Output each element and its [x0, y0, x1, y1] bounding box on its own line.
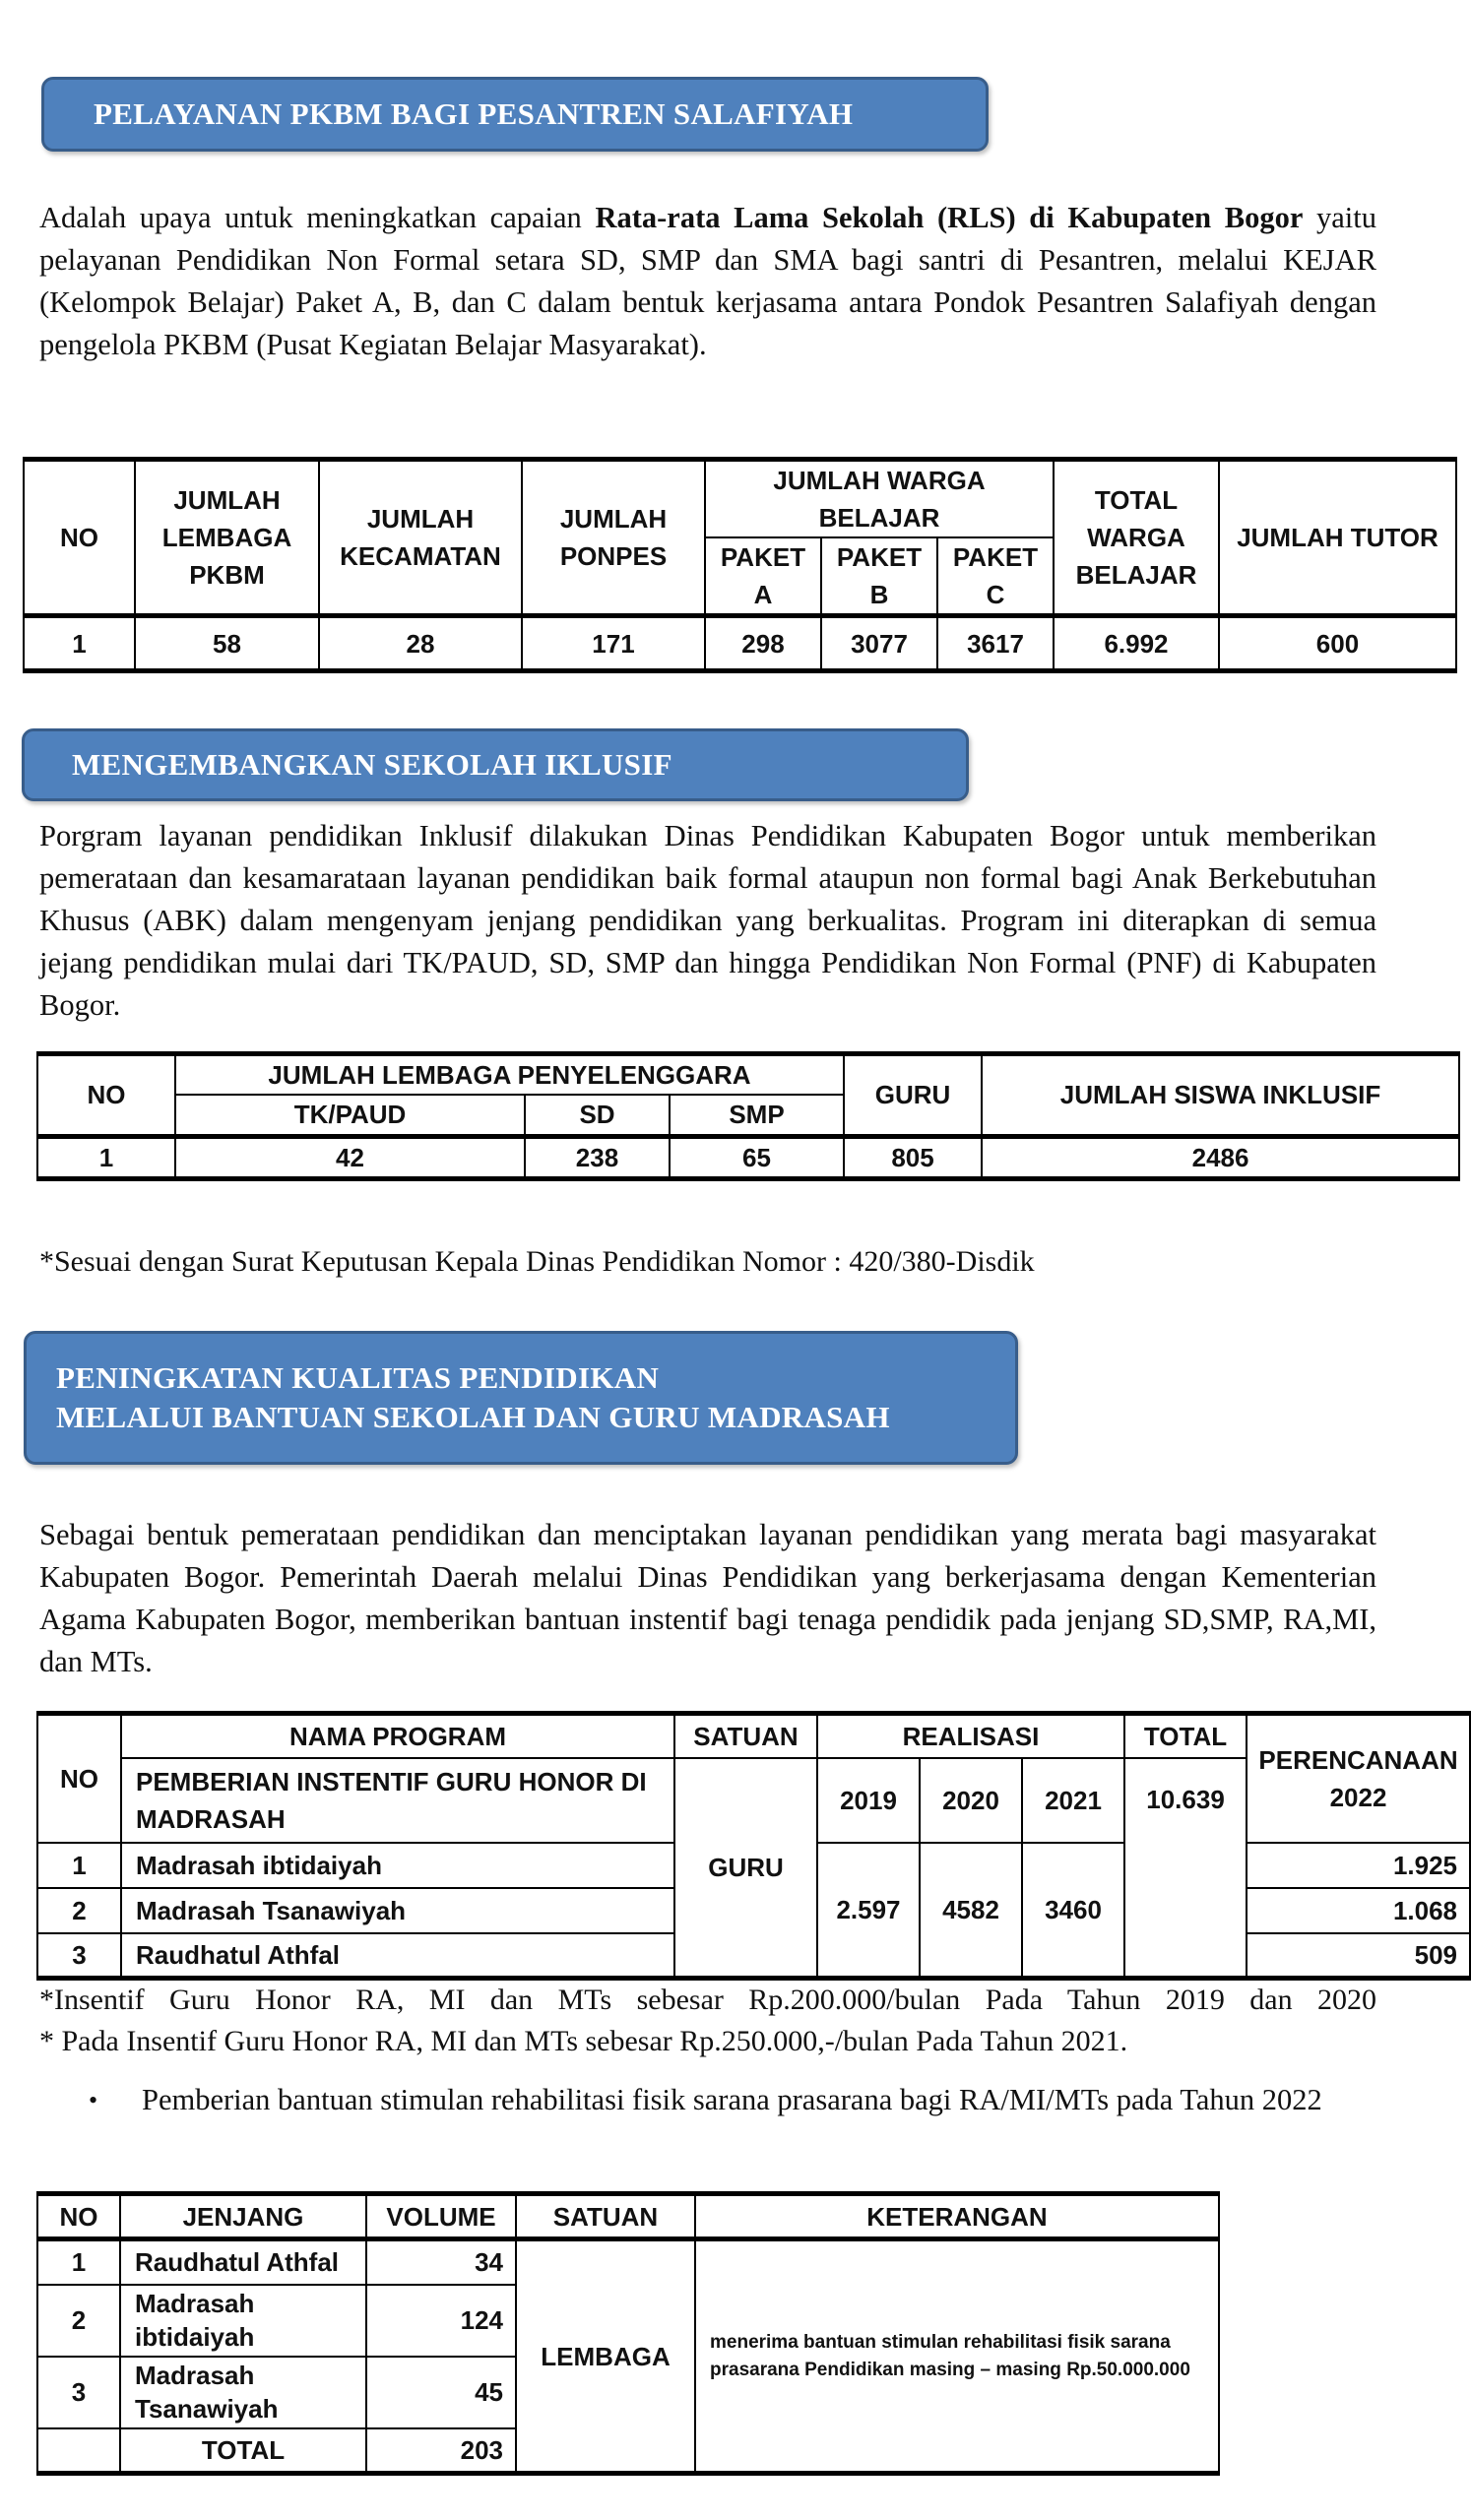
cell-sd: 238 — [525, 1136, 670, 1178]
table-row — [37, 1136, 1459, 1178]
header-total: TOTAL — [1124, 1714, 1247, 1758]
header-lembaga-pkbm: JUMLAH LEMBAGA PKBM — [135, 460, 319, 616]
section-paragraph-inklusif: Porgram layanan pendidikan Inklusif dilakukan Dinas Pendidikan Kabupaten Bogor untuk memberikan pemerataan dan kesamarataan layanan pendidikan baik formal ataupun non formal bagi Anak Berkebutuhan Khusus (ABK) dalam mengenyam jenjang pendidikan yang berkualitas. Program ini diterapkan di semua jejang pendidikan mulai dari TK/PAUD, SD, SMP dan hingga Pendidikan Non Formal (PNF) di Kabupaten Bogor. — [39, 819, 1376, 1022]
header-2021: 2021 — [1022, 1758, 1124, 1843]
section-title: PELAYANAN PKBM BAGI PESANTREN SALAFIYAH — [94, 96, 854, 131]
cell-no: 3 — [37, 2357, 120, 2428]
header-nama-program: NAMA PROGRAM — [121, 1714, 674, 1758]
header-sd: SD — [525, 1095, 670, 1136]
cell-ponpes: 171 — [522, 616, 705, 671]
header-program-name: PEMBERIAN INSTENTIF GURU HONOR DI MADRASAH — [121, 1758, 674, 1843]
header-tk-paud: TK/PAUD — [175, 1095, 525, 1136]
section-banner-kualitas — [24, 1331, 1018, 1465]
header-volume: VOLUME — [366, 2194, 516, 2239]
header-paket-b: PAKET B — [821, 537, 937, 616]
cell-kecamatan: 28 — [319, 616, 522, 671]
cell-paket-a: 298 — [705, 616, 821, 671]
cell-volume: 34 — [366, 2239, 516, 2285]
cell-no: 1 — [37, 2239, 120, 2285]
bullet-text: Pemberian bantuan stimulan rehabilitasi fisik sarana prasarana bagi RA/MI/MTs pada Tahun 2022 — [142, 2083, 1322, 2116]
cell-no: 1 — [37, 1136, 175, 1178]
cell-satuan: LEMBAGA — [516, 2239, 695, 2474]
cell-siswa: 2486 — [982, 1136, 1459, 1178]
inklusif-table — [36, 1051, 1460, 1181]
cell-program: Madrasah ibtidaiyah — [121, 1843, 674, 1888]
header-ponpes: JUMLAH PONPES — [522, 460, 705, 616]
cell-no-empty — [37, 2428, 120, 2474]
header-total-warga: TOTAL WARGA BELAJAR — [1054, 460, 1219, 616]
section-paragraph-pkbm: Adalah upaya untuk meningkatkan capaian Rata-rata Lama Sekolah (RLS) di Kabupaten Bogor yaitu pelayanan Pendidikan Non Formal setara SD, SMP dan SMA bagi santri di Pesantren, melalui KEJAR (Kelompok Belajar) Paket A, B, dan C dalam bentuk kerjasama antara Pondok Pesantren Salafiyah dengan pengelola PKBM (Pusat Kegiatan Belajar Masyarakat). — [39, 201, 1376, 361]
cell-plan: 1.925 — [1247, 1843, 1470, 1888]
header-paket-a: PAKET A — [705, 537, 821, 616]
section-title-line-1: PENINGKATAN KUALITAS PENDIDIKAN — [56, 1360, 660, 1395]
cell-plan: 1.068 — [1247, 1888, 1470, 1933]
table-row — [37, 2239, 1219, 2285]
header-no: NO — [37, 2194, 120, 2239]
cell-paket-c: 3617 — [937, 616, 1054, 671]
header-jenjang: JENJANG — [120, 2194, 366, 2239]
header-perencanaan: PERENCANAAN 2022 — [1247, 1714, 1470, 1843]
section-banner-pkbm — [41, 77, 989, 152]
cell-guru: 805 — [844, 1136, 982, 1178]
insentif-note-1: *Insentif Guru Honor RA, MI dan MTs sebesar Rp.200.000/bulan Pada Tahun 2019 dan 2020 — [39, 1984, 1376, 2016]
cell-smp: 65 — [670, 1136, 844, 1178]
emphasis-text: Rata-rata Lama Sekolah (RLS) di Kabupaten Bogor — [595, 201, 1304, 234]
insentif-note-2: * Pada Insentif Guru Honor RA, MI dan MTs sebesar Rp.250.000,-/bulan Pada Tahun 2021. — [39, 2025, 1128, 2057]
cell-tk-paud: 42 — [175, 1136, 525, 1178]
header-keterangan: KETERANGAN — [695, 2194, 1219, 2239]
insentif-table — [36, 1711, 1471, 1981]
cell-jenjang: Raudhatul Athfal — [120, 2239, 366, 2285]
cell-jenjang: Madrasah Tsanawiyah — [120, 2357, 366, 2428]
bullet-icon: • — [89, 2086, 98, 2114]
section-banner-inklusif — [22, 728, 969, 801]
header-tutor: JUMLAH TUTOR — [1219, 460, 1456, 616]
cell-keterangan: menerima bantuan stimulan rehabilitasi fisik sarana prasarana Pendidikan masing – masing Rp.50.000.000 — [695, 2239, 1219, 2474]
header-guru: GURU — [844, 1054, 982, 1137]
cell-volume: 124 — [366, 2285, 516, 2357]
cell-no: 1 — [24, 616, 135, 671]
cell-realisasi-2020: 4582 — [920, 1843, 1022, 1979]
cell-no: 1 — [37, 1843, 121, 1888]
header-no: NO — [37, 1054, 175, 1137]
decree-note: *Sesuai dengan Surat Keputusan Kepala Dinas Pendidikan Nomor : 420/380-Disdik — [39, 1245, 1035, 1278]
header-smp: SMP — [670, 1095, 844, 1136]
cell-total: 10.639 — [1124, 1758, 1247, 1979]
cell-plan: 509 — [1247, 1933, 1470, 1979]
header-2020: 2020 — [920, 1758, 1022, 1843]
cell-total-volume: 203 — [366, 2428, 516, 2474]
cell-program: Madrasah Tsanawiyah — [121, 1888, 674, 1933]
header-kecamatan: JUMLAH KECAMATAN — [319, 460, 522, 616]
section-title: MENGEMBANGKAN SEKOLAH IKLUSIF — [72, 747, 672, 782]
section-title-line-2: MELALUI BANTUAN SEKOLAH DAN GURU MADRASAH — [56, 1400, 890, 1434]
cell-realisasi-2019: 2.597 — [817, 1843, 920, 1979]
cell-no: 3 — [37, 1933, 121, 1979]
cell-realisasi-2021: 3460 — [1022, 1843, 1124, 1979]
cell-satuan: GURU — [674, 1758, 817, 1979]
header-paket-c: PAKET C — [937, 537, 1054, 616]
bullet-item — [89, 2079, 1376, 2121]
cell-paket-b: 3077 — [821, 616, 937, 671]
cell-no: 2 — [37, 1888, 121, 1933]
rehabilitasi-table — [36, 2191, 1220, 2476]
cell-program: Raudhatul Athfal — [121, 1933, 674, 1979]
cell-total: 6.992 — [1054, 616, 1219, 671]
cell-no: 2 — [37, 2285, 120, 2357]
header-satuan: SATUAN — [516, 2194, 695, 2239]
pkbm-table — [23, 457, 1457, 673]
table-row — [24, 616, 1456, 671]
header-warga-belajar: JUMLAH WARGA BELAJAR — [705, 460, 1054, 538]
cell-lembaga: 58 — [135, 616, 319, 671]
header-2019: 2019 — [817, 1758, 920, 1843]
cell-total-label: TOTAL — [120, 2428, 366, 2474]
header-no: NO — [24, 460, 135, 616]
header-realisasi: REALISASI — [817, 1714, 1124, 1758]
header-siswa-inklusif: JUMLAH SISWA INKLUSIF — [982, 1054, 1459, 1137]
cell-volume: 45 — [366, 2357, 516, 2428]
header-lembaga-penyelenggara: JUMLAH LEMBAGA PENYELENGGARA — [175, 1054, 844, 1096]
header-satuan: SATUAN — [674, 1714, 817, 1758]
header-no: NO — [37, 1714, 121, 1843]
cell-tutor: 600 — [1219, 616, 1456, 671]
section-paragraph-kualitas: Sebagai bentuk pemerataan pendidikan dan menciptakan layanan pendidikan yang merata bagi masyarakat Kabupaten Bogor. Pemerintah Daerah melalui Dinas Pendidikan yang berkerjasama dengan Kementerian Agama Kabupaten Bogor, memberikan bantuan instentif bagi tenaga pendidik pada jenjang SD,SMP, RA,MI, dan MTs. — [39, 1518, 1376, 1678]
cell-jenjang: Madrasah ibtidaiyah — [120, 2285, 366, 2357]
